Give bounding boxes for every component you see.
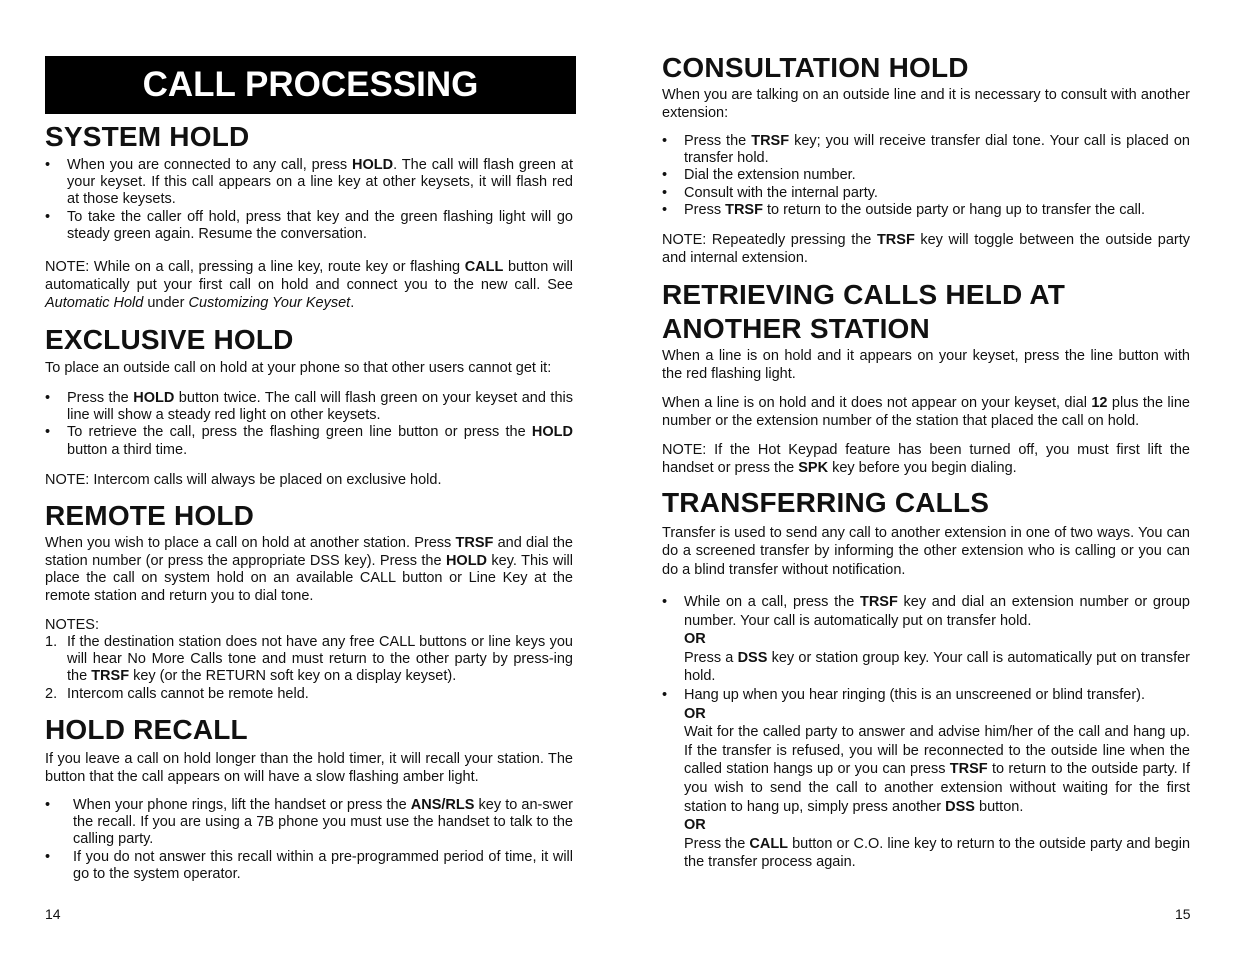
remote-hold-notes (45, 634, 573, 703)
retrieving-heading-line1: RETRIEVING CALLS HELD AT (662, 279, 1066, 310)
retrieving-heading-line2: ANOTHER STATION (662, 313, 930, 344)
retrieving-text-1: When a line is on hold and it appears on your keyset, press the line button with the red flashing light. (662, 348, 1190, 383)
exclusive-hold-intro: To place an outside call on hold at your phone so that other users cannot get it: (45, 360, 552, 376)
page-banner: CALL PROCESSING (45, 56, 576, 114)
system-hold-list (45, 157, 573, 243)
remote-hold-notes-label: NOTES: (45, 617, 99, 633)
hold-recall-text: If you leave a call on hold longer than the hold timer, it will recall your station. The button that the call appears on will have a slow flashing amber light. (45, 751, 573, 786)
or-label: OR (684, 631, 706, 648)
consultation-hold-text: When you are talking on an outside line and it is necessary to consult with another extension: (662, 87, 1190, 121)
list-item: • While on a call, press the TRSF key and dial an extension number or group number. Your call is automatically put on transfer hold. OR Press a DSS key or station group key. Your call is automatically put on transfer hold. (662, 593, 1190, 686)
transferring-heading: TRANSFERRING CALLS (662, 487, 990, 518)
list-item: 1. If the destination station does not have any free CALL buttons or line keys you will hear No More Calls tone and must return to the other party by press-ing the TRSF key (or the RETURN soft key on a display keyset). (45, 634, 573, 685)
consultation-hold-heading: CONSULTATION HOLD (662, 52, 969, 83)
list-item: • Hang up when you hear ringing (this is an unscreened or blind transfer). OR Wait for the called party to answer and advise him/her of the call and hang up. If the transfer is refused, you will be reconnected to the outside line when the called station hangs up or you can press TRSF to return to the outside party. If you wish to send the call to another extension without waiting for the first station to hang up, simply press another DSS button. OR Press the CALL button or C.O. line key to return to the outside party and begin the transfer process again. (662, 686, 1190, 872)
consultation-hold-list (662, 133, 1190, 219)
list-item: 2. Intercom calls cannot be remote held. (45, 685, 309, 702)
list-item: • When your phone rings, lift the handset or press the ANS/RLS key to an-swer the recall. If you are using a 7B phone you must use the handset to talk to the calling party. (45, 797, 573, 849)
list-item: • To retrieve the call, press the flashing green line button or press the HOLD button a third time. (45, 424, 573, 458)
list-item: • Press TRSF to return to the outside party or hang up to transfer the call. (662, 202, 1190, 219)
list-item: • Dial the extension number. (662, 167, 1190, 184)
list-item: • To take the caller off hold, press that key and the green flashing light will go steady green again. Resume the conversation. (45, 209, 573, 243)
list-item: • If you do not answer this recall within a pre-programmed period of time, it will go to the system operator. (45, 849, 573, 883)
hold-recall-list (45, 797, 573, 883)
or-label: OR (684, 817, 706, 834)
hold-recall-heading: HOLD RECALL (45, 714, 248, 745)
transferring-text: Transfer is used to send any call to another extension in one of two ways. You can do a screened transfer by informing the other extension who is calling or you can do a blind transfer without notification. (662, 525, 1190, 578)
transferring-list (662, 593, 1190, 872)
system-hold-note: NOTE: While on a call, pressing a line key, route key or flashing CALL button will automatically put your first call on hold and connect you to the new call. See Automatic Hold under Customizing Your Keyset. (45, 259, 573, 311)
exclusive-hold-list (45, 390, 573, 459)
consultation-hold-note: NOTE: Repeatedly pressing the TRSF key will toggle between the outside party and internal extension. (662, 232, 1190, 266)
page-number-right: 15 (1175, 906, 1191, 922)
or-label: OR (684, 705, 706, 722)
page-number-left: 14 (45, 906, 61, 922)
list-item: • Press the HOLD button twice. The call will flash green on your keyset and this line will show a steady red light on other keysets. (45, 390, 573, 424)
retrieving-text-2: When a line is on hold and it does not appear on your keyset, dial 12 plus the line number or the extension number of the station that placed the call on hold. (662, 395, 1190, 430)
list-item: • Press the TRSF key; you will receive transfer dial tone. Your call is placed on transfer hold. (662, 133, 1190, 167)
exclusive-hold-heading: EXCLUSIVE HOLD (45, 324, 294, 355)
system-hold-heading: SYSTEM HOLD (45, 121, 250, 152)
retrieving-note: NOTE: If the Hot Keypad feature has been turned off, you must first lift the handset or press the SPK key before you begin dialing. (662, 442, 1190, 477)
list-item: • Consult with the internal party. (662, 185, 1190, 202)
list-item: • When you are connected to any call, press HOLD. The call will flash green at your keyset. If this call appears on a line key at other keysets, it will flash red at those keysets. (45, 157, 573, 209)
remote-hold-text: When you wish to place a call on hold at another station. Press TRSF and dial the station number (or press the appropriate DSS key). Press the HOLD key. This will place the call on system hold on an available CALL button or Line Key at the remote station and return you to dial tone. (45, 535, 574, 604)
remote-hold-heading: REMOTE HOLD (45, 500, 255, 531)
exclusive-hold-note: NOTE: Intercom calls will always be placed on exclusive hold. (45, 472, 442, 488)
